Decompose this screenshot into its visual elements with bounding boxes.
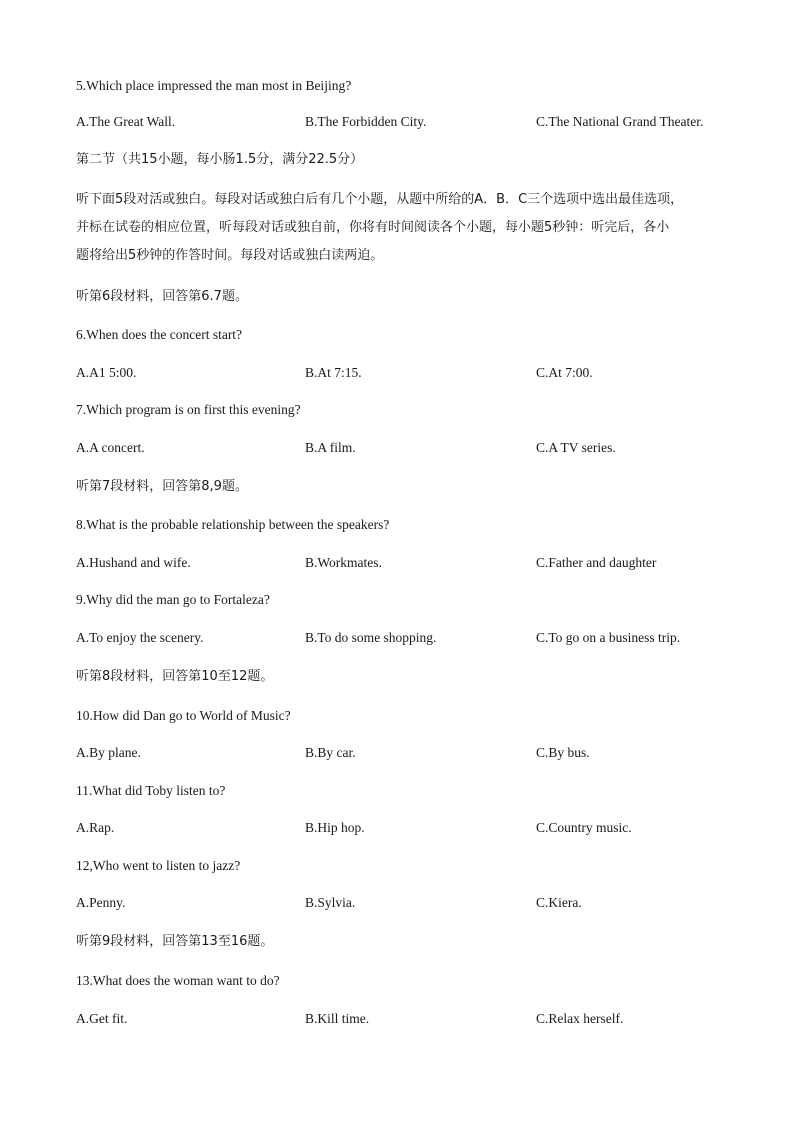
- question-12-options: [76, 894, 776, 912]
- question-11-stem: 11.What did Toby listen to?: [76, 783, 226, 798]
- option-c: C.A TV series.: [536, 440, 616, 455]
- option-a: A.To enjoy the scenery.: [76, 630, 204, 645]
- option-b: B.To do some shopping.: [305, 630, 437, 645]
- option-a: A.Rap.: [76, 820, 115, 835]
- option-b: B.At 7:15.: [305, 365, 362, 380]
- question-10-stem: 10.How did Dan go to World of Music?: [76, 708, 291, 723]
- question-11-options: [76, 819, 776, 837]
- question-7-options: [76, 439, 776, 457]
- option-a: A.Penny.: [76, 895, 126, 910]
- question-5-options: [76, 113, 776, 131]
- instruction-line: 听下面5段对活或独白。每段对话或独白后有几个小题，从题中所给的A．B．C三个选项中选出最佳选项，: [76, 192, 684, 207]
- material-8-heading: 听第8段材料，回答第10至12题。: [76, 669, 274, 684]
- option-c: C.Kiera.: [536, 895, 582, 910]
- instruction-line: 题将给出5秒钟的作答时间。每段对话或独白读两迫。: [76, 248, 384, 263]
- option-c: C.By bus.: [536, 745, 590, 760]
- section-2-instructions: [76, 186, 726, 270]
- option-a: A.Hushand and wife.: [76, 555, 191, 570]
- question-8-stem: 8.What is the probable relationship between the speakers?: [76, 517, 390, 532]
- option-c: C.Father and daughter: [536, 555, 657, 570]
- question-8-options: [76, 554, 776, 572]
- option-b: B.Kill time.: [305, 1011, 370, 1026]
- option-b: B.The Forbidden City.: [305, 114, 427, 129]
- option-b: B.Workmates.: [305, 555, 382, 570]
- question-12-stem: 12,Who went to listen to jazz?: [76, 858, 241, 873]
- option-a: A.The Great Wall.: [76, 114, 176, 129]
- question-10-options: [76, 744, 776, 762]
- option-c: C.At 7:00.: [536, 365, 593, 380]
- option-b: B.A film.: [305, 440, 356, 455]
- option-a: A.Get fit.: [76, 1011, 128, 1026]
- question-7-stem: 7.Which program is on first this evening?: [76, 402, 301, 417]
- material-7-heading: 听第7段材料，回答第8,9题。: [76, 479, 248, 494]
- question-5-stem: 5.Which place impressed the man most in Beijing?: [76, 78, 352, 93]
- question-6-stem: 6.When does the concert start?: [76, 327, 243, 342]
- question-9-options: [76, 629, 776, 647]
- instruction-line: 并标在试卷的相应位置，听每段对话或独自前，你将有时间阅读各个小题，每小题5秒钟：听完后，各小: [76, 220, 670, 235]
- question-6-options: [76, 364, 776, 382]
- section-2-header: 第二节（共15小题，每小肠1.5分，满分22.5分）: [76, 152, 364, 167]
- material-6-heading: 听第6段材料，回答第6.7题。: [76, 289, 248, 304]
- question-13-options: [76, 1010, 776, 1028]
- option-c: C.To go on a business trip.: [536, 630, 681, 645]
- option-b: B.Hip hop.: [305, 820, 365, 835]
- option-c: C.Relax herself.: [536, 1011, 624, 1026]
- option-c: C.Country music.: [536, 820, 632, 835]
- material-9-heading: 听第9段材料，回答第13至16题。: [76, 934, 274, 949]
- option-a: A.By plane.: [76, 745, 141, 760]
- option-b: B.By car.: [305, 745, 356, 760]
- question-13-stem: 13.What does the woman want to do?: [76, 973, 280, 988]
- option-a: A.A1 5:00.: [76, 365, 137, 380]
- option-c: C.The National Grand Theater.: [536, 114, 704, 129]
- option-b: B.Sylvia.: [305, 895, 356, 910]
- option-a: A.A concert.: [76, 440, 145, 455]
- question-9-stem: 9.Why did the man go to Fortaleza?: [76, 592, 270, 607]
